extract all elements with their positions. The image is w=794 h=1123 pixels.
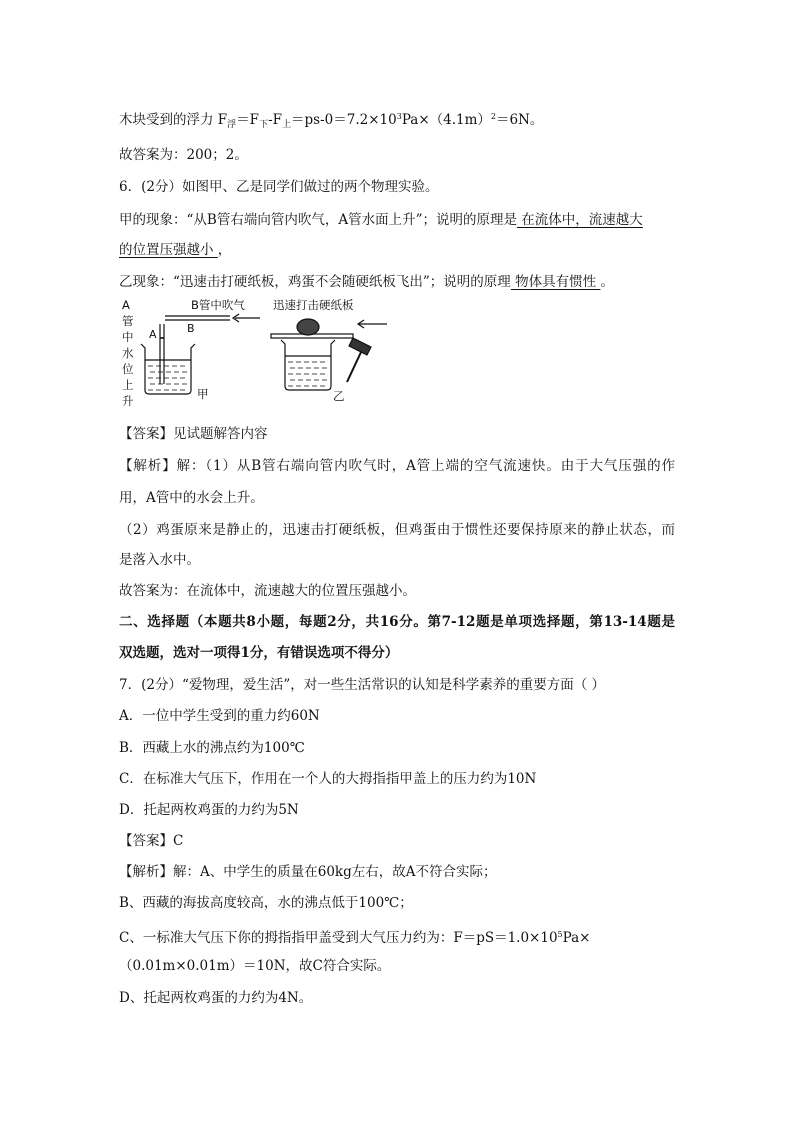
jia-phenomenon-line-2: 的位置压强越小 ， bbox=[119, 242, 232, 258]
yi-beaker bbox=[281, 340, 335, 390]
question-7-title: 7．(2分）“爱物理，爱生活”，对一些生活常识的认知是科学素养的重要方面（ ） bbox=[119, 677, 606, 693]
analysis-q7-a: 【解析】解：A、中学生的质量在60kg左右，故A不符合实际； bbox=[119, 864, 497, 880]
jia-answer-blank-2: 的位置压强越小 bbox=[119, 242, 218, 258]
vertical-label-char: 管 bbox=[122, 314, 134, 328]
jia-answer-blank: 在流体中，流速越大 bbox=[516, 212, 643, 228]
jia-phenomenon-line: 甲的现象：“从B管右端向管内吹气，A管水面上升”；说明的原理是 在流体中，流速越大 bbox=[119, 212, 643, 228]
vertical-label-char: 位 bbox=[122, 362, 134, 376]
experiment-figure bbox=[115, 294, 415, 420]
label-b: B bbox=[187, 322, 195, 335]
section-2-heading: 二、选择题（本题共8小题，每题2分，共16分。第7-12题是单项选择题，第13-14题是 bbox=[119, 614, 675, 630]
yi-apparatus bbox=[271, 319, 387, 390]
answer-label-q6: 【答案】见试题解答内容 bbox=[119, 426, 268, 442]
egg bbox=[297, 319, 319, 335]
vertical-label-char: 水 bbox=[122, 346, 134, 360]
analysis-q7-c: C、一标准大气压下你的拇指指甲盖受到大气压力约为：$F=pS=1.0\times 10^5Pa\times$ bbox=[119, 930, 591, 946]
option-d: D．托起两枚鸡蛋的力约为5N bbox=[119, 802, 299, 818]
label-b-blow: B管中吹气 bbox=[191, 298, 245, 312]
buoyancy-formula-line: 木块受到的浮力 $F_浮=F_下-F_上=ps-0=7.2\times 10^3Pa\times(4.1m)^2=6N$。 bbox=[119, 112, 544, 130]
option-b: B．西藏上水的沸点约为100℃ bbox=[119, 740, 305, 756]
analysis-line-3: （2）鸡蛋原来是静止的，迅速击打硬纸板，但鸡蛋由于惯性还要保持原来的静止状态，而 bbox=[119, 522, 675, 538]
vertical-label-char: 升 bbox=[122, 394, 134, 408]
hammer-handle bbox=[347, 350, 362, 382]
analysis-line-1: 【解析】解：（1）从B管右端向管内吹气时，A管上端的空气流速快。由于大气压强的作 bbox=[119, 458, 675, 474]
answer-line-q5: 故答案为：200；2。 bbox=[119, 147, 248, 163]
yi-phenomenon-line: 乙现象：“迅速击打硬纸板，鸡蛋不会随硬纸板飞出”；说明的原理 物体具有惯性 。 bbox=[119, 274, 614, 290]
option-a: A．一位中学生受到的重力约60N bbox=[119, 708, 320, 724]
analysis-q7-c-2: （0.01m×0.01m）＝10N，故C符合实际。 bbox=[119, 958, 391, 974]
label-strike: 迅速打击硬纸板 bbox=[273, 298, 354, 312]
question-6-title: 6．(2分）如图甲、乙是同学们做过的两个物理实验。 bbox=[119, 179, 439, 195]
label-jia: 甲 bbox=[197, 387, 209, 401]
vertical-label-char: 上 bbox=[122, 378, 134, 392]
yi-answer-blank: 物体具有惯性 bbox=[510, 274, 601, 290]
section-2-heading-2: 双选题，选对一项得1分，有错误选项不得分） bbox=[119, 645, 399, 661]
jia-water bbox=[148, 366, 187, 390]
option-c: C．在标准大气压下，作用在一个人的大拇指指甲盖上的压力约为10N bbox=[119, 771, 537, 787]
label-yi: 乙 bbox=[333, 389, 345, 403]
jia-beaker bbox=[141, 344, 195, 394]
answer-line-q6: 故答案为：在流体中，流速越大的位置压强越小。 bbox=[119, 583, 416, 599]
yi-water bbox=[288, 362, 327, 386]
analysis-q7-d: D、托起两枚鸡蛋的力约为4N。 bbox=[119, 990, 313, 1006]
analysis-line-2: 用，A管中的水会上升。 bbox=[119, 490, 264, 506]
answer-label-q7: 【答案】C bbox=[119, 833, 184, 849]
vertical-label-char: A bbox=[122, 298, 130, 312]
vertical-label bbox=[122, 298, 134, 408]
analysis-q7-b: B、西藏的海拔高度较高，水的沸点低于100℃； bbox=[119, 895, 413, 911]
jia-apparatus bbox=[141, 314, 260, 394]
analysis-line-4: 是落入水中。 bbox=[119, 552, 200, 568]
vertical-label-char: 中 bbox=[122, 330, 134, 344]
label-a: A bbox=[149, 328, 157, 341]
